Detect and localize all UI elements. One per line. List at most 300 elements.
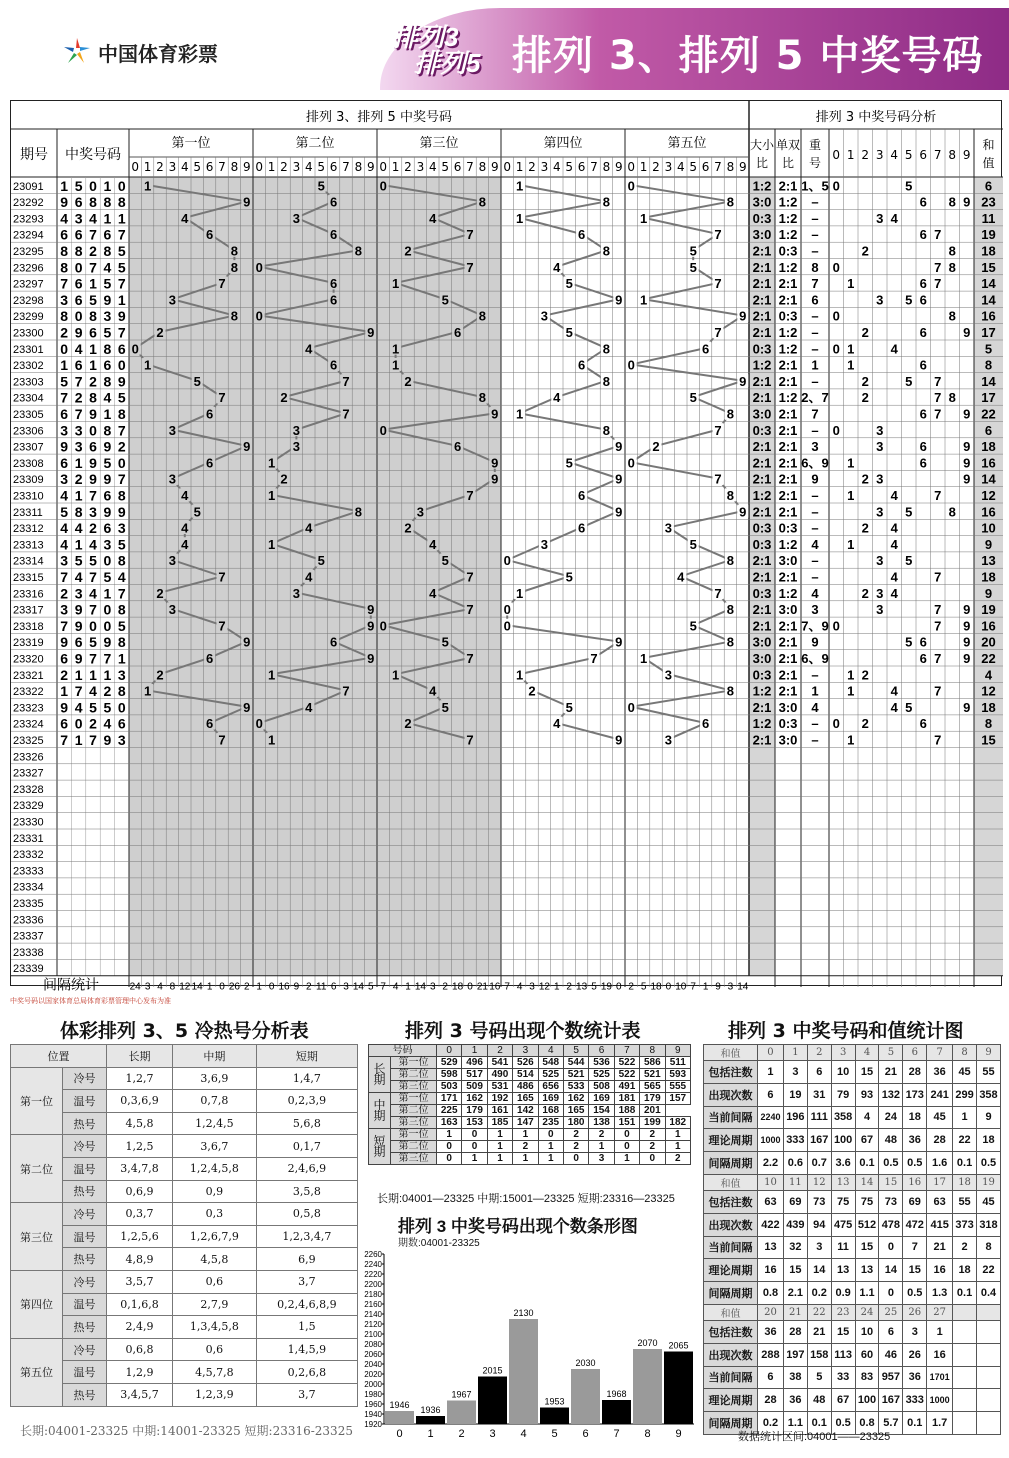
trend-marker: 2 (528, 683, 536, 699)
sum-column: 18 (953, 1174, 977, 1190)
temperature-label: 热号 (63, 1180, 107, 1203)
count-value: 517 (462, 1069, 487, 1081)
win-digit: 0 (89, 422, 97, 439)
parity-ratio: 0:3 (778, 520, 798, 536)
sum-column: 6 (903, 1045, 927, 1061)
size-ratio: 0:3 (752, 422, 772, 438)
digit-set: 2,4,6,9 (256, 1157, 357, 1180)
win-digit: 6 (89, 324, 97, 341)
distribution-digit: 1 (847, 357, 855, 373)
table-row (11, 1112, 358, 1135)
stat-value: 132 (879, 1083, 903, 1106)
distribution-digit: 6 (919, 276, 927, 292)
stat-value: 333 (783, 1129, 807, 1152)
stat-value: 0.2 (807, 1282, 831, 1305)
sum-column: 21 (783, 1304, 807, 1320)
gap-stat: 4 (516, 981, 523, 993)
win-digit: 1 (103, 177, 112, 194)
count-value: 548 (538, 1057, 563, 1069)
win-digit: 0 (103, 601, 112, 618)
distribution-digit: 1 (847, 488, 855, 503)
digit-header: 7 (342, 160, 350, 174)
distribution-digit: 9 (963, 651, 971, 666)
gap-stat: 8 (169, 981, 176, 993)
repeat-number: – (811, 373, 819, 389)
trend-chart (10, 100, 1002, 994)
trend-marker: 9 (491, 455, 499, 471)
issue-number: 23307 (13, 441, 44, 454)
stat-value: 0.1 (855, 1152, 879, 1175)
sum-column: 8 (953, 1045, 977, 1061)
sum-value: 16 (981, 504, 996, 520)
sum-value: 11 (981, 210, 996, 226)
sum-value: 5 (984, 341, 993, 357)
digit-set: 0,6 (173, 1270, 257, 1293)
win-digit: 4 (103, 389, 112, 406)
stat-value: 2 (953, 1236, 977, 1259)
stat-value: 1000 (927, 1389, 953, 1412)
trend-marker: 5 (565, 325, 573, 340)
count-value: 179 (462, 1105, 487, 1117)
y-tick-label: 2200 (364, 1280, 382, 1289)
stat-value: 28 (783, 1320, 807, 1343)
sum-value: 6 (984, 178, 993, 194)
repeat-number: 7 (811, 276, 819, 292)
win-digit: 9 (103, 634, 112, 651)
stat-value: 22 (953, 1129, 977, 1152)
issue-number: 23294 (13, 229, 44, 242)
stat-value: 0.9 (831, 1282, 855, 1305)
parity-ratio: 0:3 (778, 716, 798, 732)
gap-stat: 18 (452, 981, 464, 993)
table-row (11, 1203, 358, 1226)
digit-header: 9 (614, 160, 623, 174)
stat-value: 22 (977, 1259, 1001, 1282)
stat-value: 48 (879, 1129, 903, 1152)
trend-marker: 1 (515, 585, 524, 601)
stat-value: 0.5 (903, 1282, 927, 1305)
stat-label: 当前间隔 (704, 1236, 758, 1259)
count-value: 169 (538, 1093, 563, 1105)
win-digit: 6 (60, 454, 69, 471)
trend-marker: 7 (714, 325, 722, 340)
digit-header: 8 (478, 160, 487, 174)
trend-marker: 3 (292, 210, 301, 226)
win-digit: 8 (103, 194, 112, 211)
column-header: 4 (538, 1045, 563, 1057)
trend-marker: 0 (255, 259, 263, 275)
y-tick-label: 2100 (364, 1330, 382, 1339)
trend-marker: 4 (553, 390, 561, 406)
issue-number: 23318 (13, 620, 44, 633)
win-digit: 6 (60, 406, 69, 422)
trend-marker: 5 (317, 178, 325, 194)
gap-stat: 2 (628, 981, 634, 993)
trend-marker: 1 (639, 210, 648, 226)
gap-stat: 19 (600, 981, 612, 993)
digit-header: 7 (590, 160, 598, 174)
stat-value: 358 (977, 1083, 1001, 1106)
analysis-header: 比 (781, 156, 795, 170)
temperature-label: 温号 (63, 1157, 107, 1180)
size-ratio: 2:1 (752, 308, 772, 324)
stat-value: 478 (879, 1213, 903, 1236)
sum-digit-header: 4 (890, 148, 899, 162)
sum-value: 19 (981, 227, 996, 243)
sum-column: 12 (807, 1174, 831, 1190)
distribution-digit: 6 (919, 455, 927, 471)
digit-set: 3,6,9 (173, 1067, 257, 1090)
position-header: 第三位 (419, 136, 459, 151)
table-row (11, 1248, 358, 1271)
sum-column (977, 1304, 1001, 1320)
trend-marker: 4 (677, 569, 685, 585)
trend-marker: 6 (701, 341, 710, 357)
stat-value: 18 (903, 1106, 927, 1129)
stat-value (953, 1320, 977, 1343)
count-value: 163 (437, 1117, 462, 1129)
column-header: 2 (487, 1045, 512, 1057)
digit-header: 1 (515, 160, 524, 174)
win-digit: 5 (117, 536, 126, 553)
distribution-digit: 7 (934, 259, 942, 275)
size-ratio: 2:1 (752, 732, 772, 748)
position-cell: 第四位 (11, 1270, 63, 1338)
win-digit: 6 (60, 650, 69, 667)
trend-marker: 0 (627, 455, 635, 471)
repeat-number: – (811, 227, 819, 243)
column-header: 短期 (256, 1045, 357, 1068)
sum-digit-header: 2 (861, 148, 870, 162)
y-tick-label: 1920 (364, 1420, 382, 1429)
grid-right-title: 排列 3 中奖号码分析 (815, 110, 937, 125)
trend-marker: 9 (367, 618, 375, 634)
stat-value: 36 (758, 1320, 784, 1343)
gap-stat: 1 (405, 981, 411, 993)
repeat-number: 6、9 (801, 455, 829, 471)
count-value: 1 (614, 1153, 639, 1165)
trend-marker: 8 (726, 406, 735, 422)
size-ratio: 2:1 (752, 373, 772, 389)
win-digit: 0 (117, 177, 126, 194)
trend-marker: 0 (379, 618, 387, 634)
sum-column: 0 (758, 1045, 784, 1061)
sum-header-row (704, 1174, 1001, 1190)
trend-marker: 0 (255, 308, 263, 324)
repeat-number: – (811, 341, 819, 357)
count-value: 165 (563, 1105, 588, 1117)
table-row (11, 1293, 358, 1316)
x-tick-label: 7 (613, 1428, 620, 1440)
sum-stats-title: 排列 3 中奖号码和值统计图 (728, 1020, 964, 1042)
distribution-digit: 7 (934, 651, 942, 666)
count-value: 565 (640, 1081, 665, 1093)
trend-marker: 1 (391, 341, 400, 357)
y-tick-label: 2220 (364, 1270, 382, 1279)
digit-header: 9 (738, 160, 747, 174)
bar-value-label: 2015 (482, 1365, 503, 1376)
digit-set: 1,2,9 (107, 1361, 173, 1384)
digit-header: 4 (180, 160, 189, 174)
count-value: 201 (640, 1105, 665, 1117)
count-value: 168 (538, 1105, 563, 1117)
stat-value: 1.7 (927, 1412, 953, 1435)
distribution-digit: 9 (963, 455, 971, 471)
count-value: 2 (640, 1129, 665, 1141)
win-digit: 7 (117, 422, 126, 439)
column-header: 6 (589, 1045, 614, 1057)
repeat-number: – (811, 243, 819, 259)
issue-number: 23091 (13, 180, 44, 193)
trend-marker: 0 (255, 716, 263, 732)
parity-ratio: 1:2 (778, 341, 798, 357)
count-stats-table (368, 1044, 691, 1165)
sum-column: 7 (927, 1045, 953, 1061)
gap-stat: 12 (538, 981, 550, 993)
win-digit: 5 (60, 503, 69, 520)
distribution-digit: 3 (876, 439, 884, 455)
trend-marker: 4 (429, 536, 437, 552)
win-digit: 8 (117, 634, 126, 651)
table-row (11, 1090, 358, 1113)
repeat-number: 1 (811, 683, 819, 699)
trend-marker: 3 (168, 553, 177, 569)
win-digit: 4 (60, 210, 69, 227)
trend-marker: 9 (367, 602, 375, 618)
distribution-digit: 4 (890, 699, 898, 715)
stat-value: 2.1 (783, 1282, 807, 1305)
count-stats-title: 排列 3 号码出现个数统计表 (405, 1020, 641, 1042)
repeat-number: – (811, 488, 819, 503)
issue-number: 23334 (13, 881, 44, 894)
trend-marker: 9 (739, 373, 747, 389)
count-value: 496 (462, 1057, 487, 1069)
stat-value: 167 (807, 1129, 831, 1152)
parity-ratio: 1:2 (778, 536, 798, 552)
bar-value-label: 2065 (668, 1340, 689, 1351)
distribution-digit: 6 (919, 292, 927, 308)
issue-header: 期号 (20, 147, 48, 163)
size-ratio: 2:1 (752, 569, 772, 585)
size-ratio: 1:2 (752, 178, 772, 194)
stat-value (977, 1412, 1001, 1435)
size-ratio: 2:1 (752, 292, 772, 308)
parity-ratio: 2:1 (778, 178, 798, 194)
size-ratio: 2:1 (752, 471, 772, 487)
sum-column: 23 (831, 1304, 855, 1320)
win-digit: 4 (89, 585, 97, 602)
win-digit: 8 (117, 552, 126, 569)
distribution-digit: 7 (934, 618, 942, 634)
column-header: 3 (513, 1045, 538, 1057)
column-header: 号码 (369, 1045, 437, 1057)
size-ratio: 0:3 (752, 341, 772, 357)
stat-value: 24 (879, 1106, 903, 1129)
digit-header: 1 (267, 160, 276, 174)
parity-ratio: 3:0 (778, 553, 798, 569)
temperature-label: 冷号 (63, 1203, 107, 1226)
source-note: 中奖号码以国家体育总局体育彩票管理中心发布为准 (10, 998, 171, 1005)
stat-value: 0.1 (953, 1282, 977, 1305)
trend-marker: 1 (515, 210, 524, 226)
gap-stat: 1 (256, 981, 262, 993)
win-digit: 7 (60, 389, 69, 406)
position-header: 第四位 (543, 136, 583, 151)
win-digit: 5 (117, 259, 126, 276)
bar-chart-title: 排列 3 中奖号码出现个数条形图 (398, 1217, 638, 1236)
temperature-label: 冷号 (63, 1338, 107, 1361)
gap-stat: 3 (727, 981, 734, 993)
distribution-digit: 5 (905, 699, 913, 715)
stat-value: 75 (855, 1190, 879, 1213)
stat-value: 1.6 (927, 1152, 953, 1175)
trend-marker: 9 (615, 292, 623, 308)
trend-marker: 6 (453, 439, 462, 455)
bar-value-label: 2070 (637, 1338, 658, 1348)
stat-value: 173 (903, 1083, 927, 1106)
stat-value: 1 (953, 1106, 977, 1129)
digit-set: 1,2,5 (107, 1135, 173, 1158)
issue-number: 23298 (13, 294, 44, 307)
count-value: 533 (563, 1081, 588, 1093)
distribution-digit: 3 (876, 504, 884, 520)
issue-number: 23305 (13, 409, 44, 421)
trend-marker: 9 (491, 406, 499, 422)
trend-marker: 0 (131, 341, 139, 357)
size-ratio: 2:1 (752, 504, 772, 520)
digit-set: 1,2,6,7,9 (173, 1225, 257, 1248)
stat-value: 7 (903, 1236, 927, 1259)
stat-value: 11 (831, 1236, 855, 1259)
win-digit: 2 (117, 438, 126, 455)
trend-marker: 4 (181, 536, 189, 552)
sum-column: 13 (831, 1174, 855, 1190)
trend-marker: 9 (739, 504, 747, 520)
trend-marker: 8 (726, 683, 735, 699)
digit-header: 4 (304, 160, 313, 174)
bar (478, 1377, 507, 1425)
issue-number: 23310 (13, 490, 44, 503)
trend-marker: 4 (305, 569, 313, 585)
gap-stat: 0 (616, 981, 622, 993)
stat-label: 出现次数 (704, 1343, 758, 1366)
stat-value: 0.5 (831, 1412, 855, 1435)
win-digit: 1 (60, 177, 69, 194)
issue-number: 23322 (13, 686, 44, 699)
win-digit: 2 (89, 715, 97, 732)
distribution-digit: 9 (963, 439, 971, 455)
win-digit: 7 (117, 275, 126, 292)
trend-marker: 1 (515, 178, 524, 194)
table-row (704, 1129, 1001, 1152)
digit-header: 2 (528, 160, 536, 174)
stat-value: 28 (903, 1061, 927, 1084)
trend-marker: 6 (701, 716, 710, 732)
issue-number: 23302 (13, 360, 44, 373)
gap-stat: 4 (157, 981, 163, 993)
digit-set: 3,6,7 (173, 1135, 257, 1158)
win-digit: 1 (89, 357, 97, 374)
stat-value: 0 (879, 1282, 903, 1305)
repeat-number: 9 (811, 634, 819, 650)
gap-stat: 2 (566, 981, 572, 993)
gap-stat: 0 (219, 981, 225, 993)
parity-ratio: 2:1 (778, 471, 798, 487)
trend-marker: 9 (615, 634, 623, 650)
trend-marker: 9 (367, 325, 375, 340)
stat-value: 1 (927, 1320, 953, 1343)
distribution-digit: 7 (934, 227, 942, 243)
stat-value: 60 (855, 1343, 879, 1366)
repeat-number: – (811, 422, 819, 438)
gap-stat: 14 (352, 981, 364, 993)
bar-value-label: 1946 (389, 1400, 410, 1410)
distribution-digit: 3 (876, 210, 884, 226)
trend-marker: 6 (577, 520, 586, 536)
trend-marker: 8 (602, 341, 611, 357)
issue-number: 23300 (13, 327, 44, 340)
size-ratio: 1:2 (752, 488, 772, 503)
trend-marker: 5 (689, 259, 697, 275)
win-digit: 1 (103, 406, 112, 422)
issue-number: 23335 (13, 898, 44, 910)
count-value: 555 (665, 1081, 690, 1093)
win-digit: 4 (60, 536, 69, 553)
sum-column (953, 1304, 977, 1320)
issue-number: 23325 (13, 735, 44, 747)
digit-header: 1 (391, 160, 400, 174)
number-header: 中奖号码 (65, 147, 121, 163)
trend-marker: 1 (391, 357, 400, 373)
win-digit: 6 (60, 715, 69, 732)
parity-ratio: 1:2 (778, 227, 798, 243)
stat-value: 358 (831, 1106, 855, 1129)
trend-marker: 1 (267, 455, 276, 471)
trend-marker: 1 (391, 276, 400, 292)
stat-value: 957 (879, 1366, 903, 1389)
digit-set: 0,2,3,9 (256, 1090, 357, 1113)
repeat-number: 1、5 (801, 178, 829, 194)
column-header: 位置 (11, 1045, 107, 1068)
size-ratio: 1:2 (752, 716, 772, 732)
digit-set: 3,4,7,8 (107, 1157, 173, 1180)
distribution-digit: 1 (847, 536, 855, 552)
stat-value: 93 (855, 1083, 879, 1106)
stat-value: 2.2 (758, 1152, 784, 1175)
count-value: 154 (589, 1105, 614, 1117)
distribution-digit: 5 (905, 373, 913, 389)
distribution-digit: 2 (861, 471, 869, 487)
stat-value (953, 1343, 977, 1366)
trend-marker: 7 (714, 276, 722, 292)
stat-value: 3 (783, 1061, 807, 1084)
stat-value: 6 (879, 1320, 903, 1343)
distribution-digit: 7 (934, 488, 942, 503)
digit-header: 3 (292, 160, 301, 174)
issue-number: 23326 (13, 751, 44, 764)
stat-value: 13 (758, 1236, 784, 1259)
lottery-star-icon (62, 36, 92, 66)
parity-ratio: 2:1 (778, 683, 798, 699)
distribution-digit: 2 (861, 373, 869, 389)
win-digit: 7 (89, 487, 97, 504)
count-stats-note: 长期:04001—23325 中期:15001—23325 短期:23316—23325 (377, 1193, 675, 1205)
win-digit: 9 (103, 471, 112, 488)
win-digit: 4 (74, 520, 83, 537)
digit-set: 0,6,9 (107, 1180, 173, 1203)
stat-value: 73 (879, 1190, 903, 1213)
trend-marker: 7 (466, 569, 474, 585)
